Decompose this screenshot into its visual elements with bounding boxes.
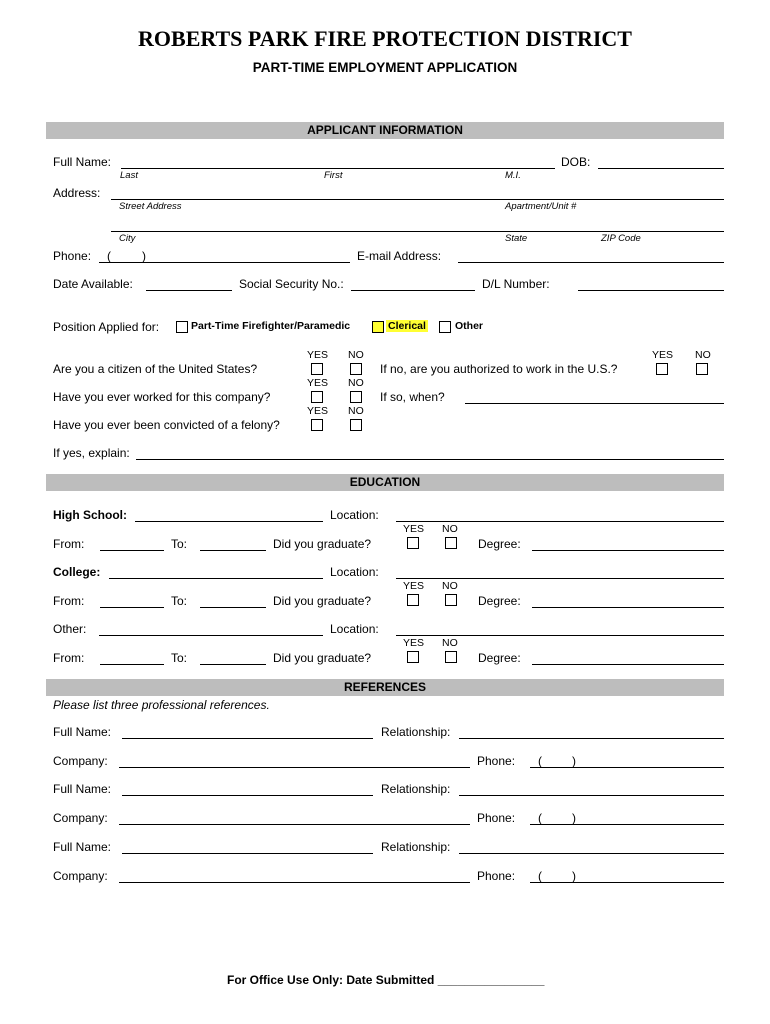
ref1-name-field[interactable]: [122, 738, 373, 739]
position-clerical-label: Clerical: [388, 320, 426, 332]
high-school-to-label: To:: [171, 537, 188, 551]
phone-paren-open: (: [107, 249, 111, 263]
high-school-from-label: From:: [53, 537, 85, 551]
caption-street: Street Address: [119, 201, 182, 212]
authorized-no-label: NO: [695, 349, 711, 361]
caption-state: State: [505, 233, 528, 244]
form-subtitle: PART-TIME EMPLOYMENT APPLICATION: [252, 60, 518, 75]
caption-apt: Apartment/Unit #: [505, 201, 577, 212]
ref1-name-label: Full Name:: [53, 725, 112, 739]
college-label: College:: [53, 565, 101, 579]
ref1-paren-close: ): [572, 754, 576, 768]
other-yes-label: YES: [403, 637, 425, 649]
date-available-field[interactable]: [146, 290, 232, 291]
phone-label: Phone:: [53, 249, 92, 263]
full-name-field[interactable]: [121, 168, 555, 169]
ref2-relationship-label: Relationship:: [381, 782, 451, 796]
college-to-label: To:: [171, 594, 188, 608]
education-section-header: EDUCATION: [46, 474, 724, 491]
ref1-company-label: Company:: [53, 754, 108, 768]
college-degree-field[interactable]: [532, 607, 724, 608]
city-state-zip-field[interactable]: [111, 231, 724, 232]
ref2-relationship-field[interactable]: [459, 795, 724, 796]
email-field[interactable]: [458, 262, 724, 263]
caption-first: First: [324, 170, 343, 181]
college-degree-label: Degree:: [478, 594, 521, 608]
applicant-section-header: APPLICANT INFORMATION: [46, 122, 724, 139]
other-degree-label: Degree:: [478, 651, 521, 665]
address-label: Address:: [53, 186, 101, 200]
college-from-label: From:: [53, 594, 85, 608]
felony-question: Have you ever been convicted of a felony?: [53, 418, 280, 432]
ref1-paren-open: (: [538, 754, 542, 768]
position-firefighter-checkbox[interactable]: [176, 321, 188, 333]
ref3-name-field[interactable]: [122, 853, 373, 854]
other-location-label: Location:: [330, 622, 379, 636]
position-clerical-checkbox[interactable]: [372, 321, 384, 333]
full-name-label: Full Name:: [53, 155, 112, 169]
high-school-field[interactable]: [135, 521, 323, 522]
ref2-paren-close: ): [572, 811, 576, 825]
ref3-name-label: Full Name:: [53, 840, 112, 854]
when-question: If so, when?: [380, 390, 445, 404]
college-no-label: NO: [442, 580, 458, 592]
high-school-no-checkbox[interactable]: [445, 537, 457, 549]
explain-label: If yes, explain:: [53, 446, 130, 460]
ref3-phone-field[interactable]: [530, 882, 724, 883]
worked-yes-label: YES: [307, 377, 329, 389]
position-other-label: Other: [455, 320, 484, 332]
position-label: Position Applied for:: [53, 320, 160, 334]
citizen-yes-checkbox[interactable]: [311, 363, 323, 375]
other-to-label: To:: [171, 651, 188, 665]
citizen-no-checkbox[interactable]: [350, 363, 362, 375]
felony-no-label: NO: [348, 405, 364, 417]
authorized-yes-label: YES: [652, 349, 674, 361]
college-yes-checkbox[interactable]: [407, 594, 419, 606]
dl-field[interactable]: [578, 290, 724, 291]
ref3-company-label: Company:: [53, 869, 108, 883]
college-yes-label: YES: [403, 580, 425, 592]
authorized-question: If no, are you authorized to work in the U.S.?: [380, 362, 618, 376]
ref3-paren-open: (: [538, 869, 542, 883]
worked-question: Have you ever worked for this company?: [53, 390, 271, 404]
street-address-field[interactable]: [111, 199, 724, 200]
college-field[interactable]: [109, 578, 323, 579]
other-graduate-label: Did you graduate?: [273, 651, 372, 665]
high-school-label: High School:: [53, 508, 127, 522]
caption-city: City: [119, 233, 136, 244]
phone-field[interactable]: [99, 262, 350, 263]
high-school-no-label: NO: [442, 523, 458, 535]
high-school-degree-field[interactable]: [532, 550, 724, 551]
high-school-degree-label: Degree:: [478, 537, 521, 551]
ref2-phone-label: Phone:: [477, 811, 516, 825]
felony-yes-checkbox[interactable]: [311, 419, 323, 431]
ref2-company-field[interactable]: [119, 824, 470, 825]
ref1-phone-field[interactable]: [530, 767, 724, 768]
high-school-location-field[interactable]: [396, 521, 724, 522]
college-to-field[interactable]: [200, 607, 266, 608]
worked-yes-checkbox[interactable]: [311, 391, 323, 403]
caption-mi: M.I.: [505, 170, 521, 181]
ssn-field[interactable]: [351, 290, 475, 291]
other-school-field[interactable]: [99, 635, 323, 636]
other-yes-checkbox[interactable]: [407, 651, 419, 663]
citizen-question: Are you a citizen of the United States?: [53, 362, 258, 376]
date-available-label: Date Available:: [53, 277, 133, 291]
email-label: E-mail Address:: [357, 249, 442, 263]
college-location-field[interactable]: [396, 578, 724, 579]
position-other-checkbox[interactable]: [439, 321, 451, 333]
other-degree-field[interactable]: [532, 664, 724, 665]
references-instruction: Please list three professional references.: [53, 698, 270, 712]
college-location-label: Location:: [330, 565, 379, 579]
caption-zip: ZIP Code: [601, 233, 641, 244]
ref1-company-field[interactable]: [119, 767, 470, 768]
high-school-location-label: Location:: [330, 508, 379, 522]
college-graduate-label: Did you graduate?: [273, 594, 372, 608]
ref2-phone-field[interactable]: [530, 824, 724, 825]
felony-yes-label: YES: [307, 405, 329, 417]
authorized-no-checkbox[interactable]: [696, 363, 708, 375]
other-no-label: NO: [442, 637, 458, 649]
authorized-yes-checkbox[interactable]: [656, 363, 668, 375]
phone-paren-close: ): [142, 249, 146, 263]
ref1-relationship-label: Relationship:: [381, 725, 451, 739]
high-school-graduate-label: Did you graduate?: [273, 537, 372, 551]
ssn-label: Social Security No.:: [239, 277, 344, 291]
ref3-company-field[interactable]: [119, 882, 470, 883]
office-use-note: For Office Use Only: Date Submitted ________________: [227, 973, 545, 987]
dl-label: D/L Number:: [482, 277, 550, 291]
dob-field[interactable]: [598, 168, 724, 169]
when-field[interactable]: [465, 403, 724, 404]
caption-last: Last: [120, 170, 138, 181]
worked-no-label: NO: [348, 377, 364, 389]
citizen-yes-label: YES: [307, 349, 329, 361]
ref2-company-label: Company:: [53, 811, 108, 825]
dob-label: DOB:: [561, 155, 591, 169]
felony-no-checkbox[interactable]: [350, 419, 362, 431]
college-from-field[interactable]: [100, 607, 164, 608]
explain-field[interactable]: [136, 459, 724, 460]
other-school-label: Other:: [53, 622, 87, 636]
other-to-field[interactable]: [200, 664, 266, 665]
high-school-yes-label: YES: [403, 523, 425, 535]
worked-no-checkbox[interactable]: [350, 391, 362, 403]
high-school-from-field[interactable]: [100, 550, 164, 551]
ref2-name-label: Full Name:: [53, 782, 112, 796]
ref1-relationship-field[interactable]: [459, 738, 724, 739]
form-title: ROBERTS PARK FIRE PROTECTION DISTRICT: [138, 26, 632, 51]
ref2-paren-open: (: [538, 811, 542, 825]
college-no-checkbox[interactable]: [445, 594, 457, 606]
ref3-relationship-label: Relationship:: [381, 840, 451, 854]
references-section-header: REFERENCES: [46, 679, 724, 696]
ref1-phone-label: Phone:: [477, 754, 516, 768]
ref3-phone-label: Phone:: [477, 869, 516, 883]
high-school-yes-checkbox[interactable]: [407, 537, 419, 549]
other-from-field[interactable]: [100, 664, 164, 665]
other-location-field[interactable]: [396, 635, 724, 636]
position-firefighter-label: Part-Time Firefighter/Paramedic: [191, 320, 351, 332]
high-school-to-field[interactable]: [200, 550, 266, 551]
ref3-relationship-field[interactable]: [459, 853, 724, 854]
ref3-paren-close: ): [572, 869, 576, 883]
ref2-name-field[interactable]: [122, 795, 373, 796]
other-no-checkbox[interactable]: [445, 651, 457, 663]
citizen-no-label: NO: [348, 349, 364, 361]
other-from-label: From:: [53, 651, 85, 665]
